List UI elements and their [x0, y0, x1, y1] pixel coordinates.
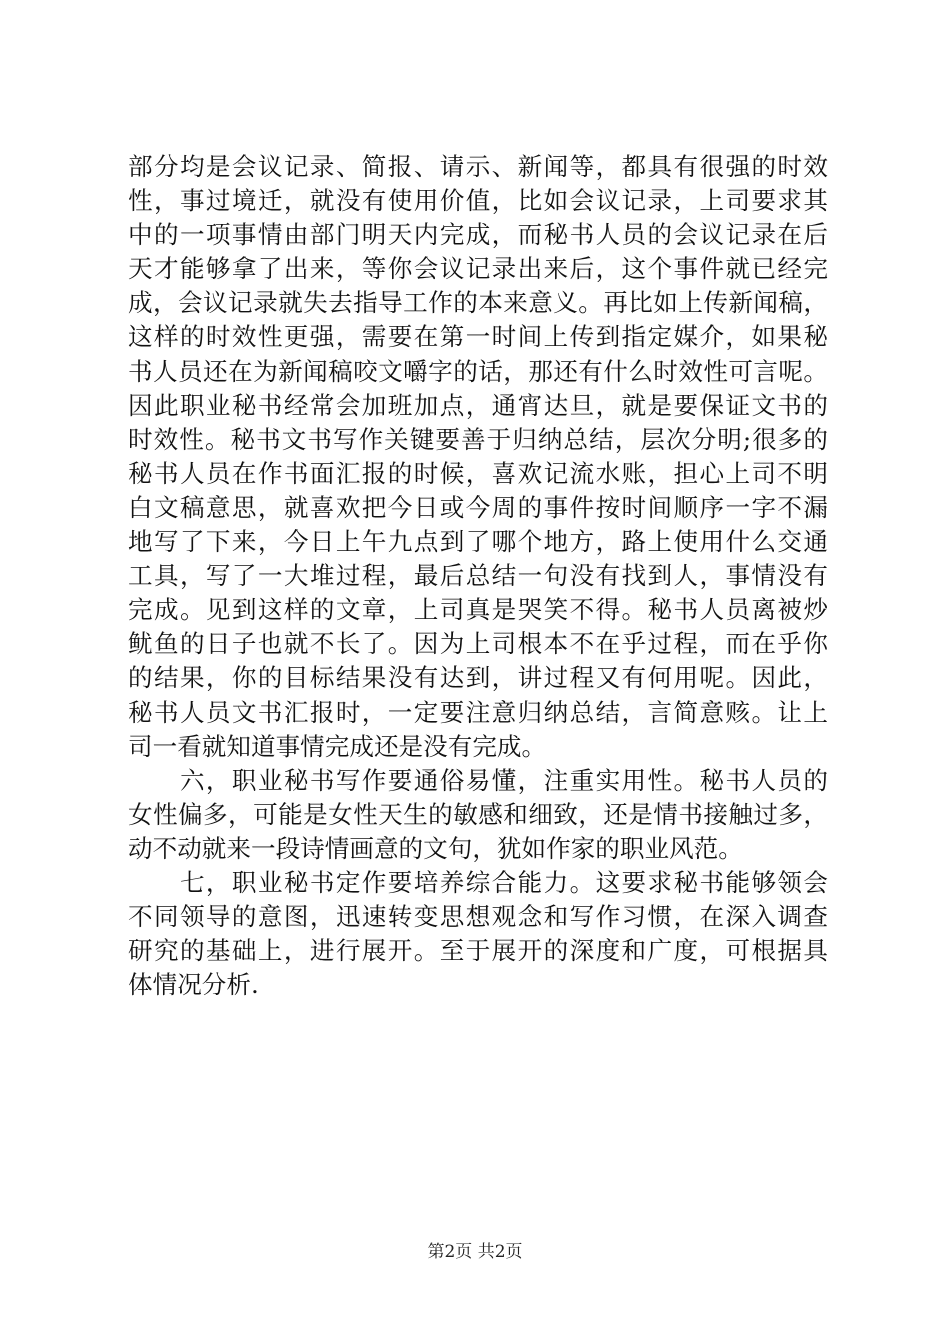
text-line: 秘书人员文书汇报时，一定要注意归纳总结，言简意赅。让上	[128, 697, 828, 727]
text-line: 因此职业秘书经常会加班加点，通宵达旦，就是要保证文书的	[128, 390, 828, 420]
text-line: 的结果，你的目标结果没有达到，讲过程又有何用呢。因此，	[128, 663, 828, 693]
text-line: 部分均是会议记录、简报、请示、新闻等，都具有很强的时效	[128, 152, 828, 181]
text-line: 体情况分析.	[128, 970, 259, 1000]
text-line: 这样的时效性更强，需要在第一时间上传到指定媒介，如果秘	[128, 322, 828, 352]
page-number-footer: 第2页 共2页	[427, 1242, 523, 1262]
text-line: 七，职业秘书定作要培养综合能力。这要求秘书能够领会	[128, 867, 828, 897]
text-line: 六，职业秘书写作要通俗易懂，注重实用性。秘书人员的	[128, 765, 828, 795]
text-line: 完成。见到这样的文章，上司真是哭笑不得。秘书人员离被炒	[128, 595, 828, 625]
text-line: 成，会议记录就失去指导工作的本来意义。再比如上传新闻稿，	[128, 288, 828, 318]
text-line: 动不动就来一段诗情画意的文句，犹如作家的职业风范。	[128, 833, 743, 863]
text-line: 书人员还在为新闻稿咬文嚼字的话，那还有什么时效性可言呢。	[128, 356, 828, 386]
text-line: 女性偏多，可能是女性天生的敏感和细致，还是情书接触过多，	[128, 799, 828, 829]
text-line: 地写了下来，今日上午九点到了哪个地方，路上使用什么交通	[128, 527, 828, 557]
text-line: 白文稿意思，就喜欢把今日或今周的事件按时间顺序一字不漏	[128, 492, 828, 522]
text-line: 性，事过境迁，就没有使用价值，比如会议记录，上司要求其	[128, 186, 828, 216]
text-line: 研究的基础上，进行展开。至于展开的深度和广度，可根据具	[128, 936, 828, 966]
text-line: 鱿鱼的日子也就不长了。因为上司根本不在乎过程，而在乎你	[128, 629, 828, 659]
text-line: 秘书人员在作书面汇报的时候，喜欢记流水账，担心上司不明	[128, 458, 828, 488]
text-line: 天才能够拿了出来，等你会议记录出来后，这个事件就已经完	[128, 254, 828, 284]
text-line: 中的一项事情由部门明天内完成，而秘书人员的会议记录在后	[128, 220, 828, 250]
text-line: 司一看就知道事情完成还是没有完成。	[128, 731, 547, 761]
text-line: 工具，写了一大堆过程，最后总结一句没有找到人，事情没有	[128, 561, 828, 591]
document-body	[128, 150, 828, 1002]
text-line: 不同领导的意图，迅速转变思想观念和写作习惯，在深入调查	[128, 902, 828, 932]
text-line: 时效性。秘书文书写作关键要善于归纳总结，层次分明;很多的	[128, 424, 828, 454]
